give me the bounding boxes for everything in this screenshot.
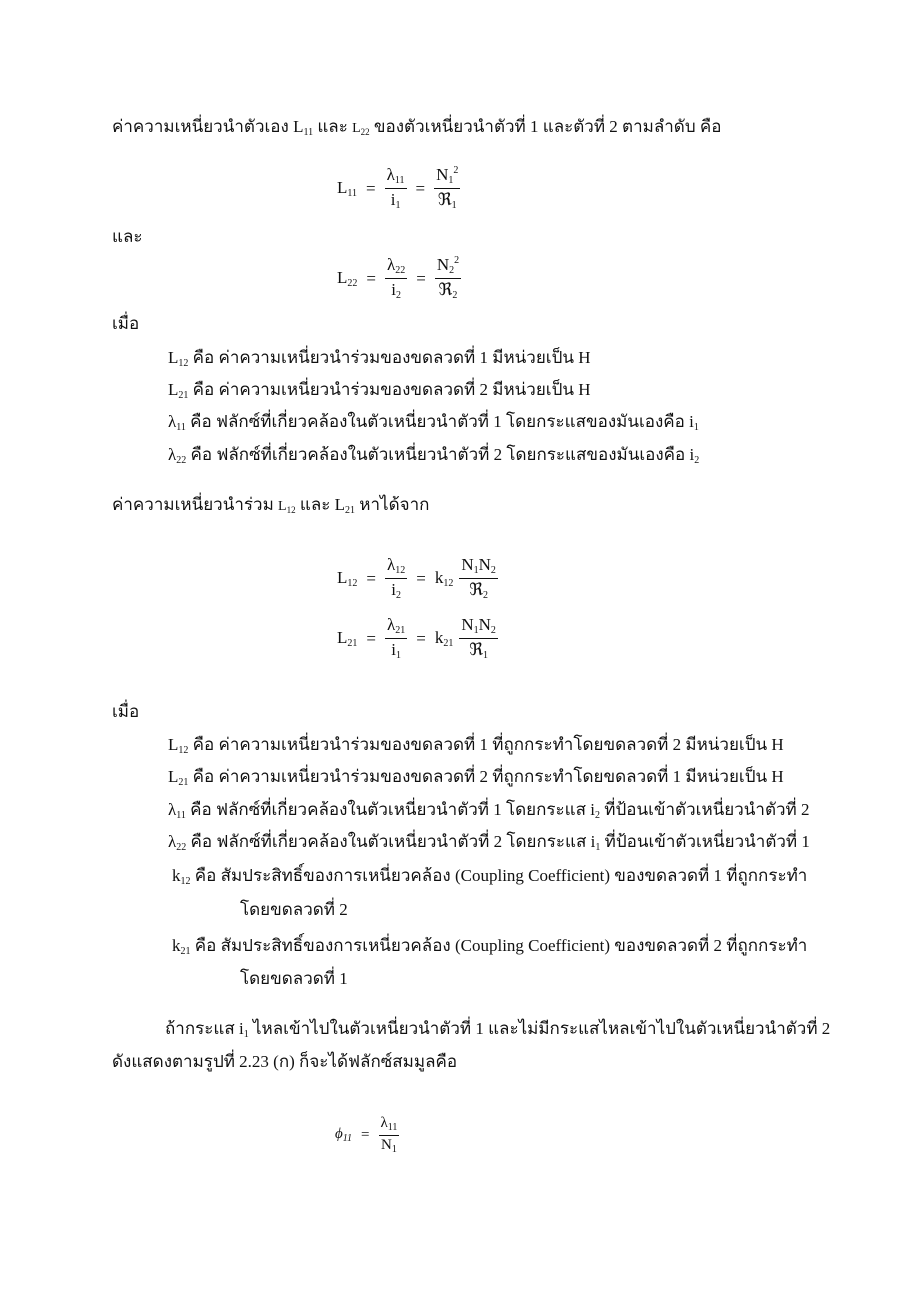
definition2-k12-cont: โดยขดลวดที่ 2 [240,900,348,919]
definition-lambda11: $\lambda_{11}$ คือ ฟลักซ์ที่เกี่ยวคล้องในตัวเหนี่ยวนำตัวที่ 1 โดยกระแสของมันเองคือ $i_1$ [168,412,699,433]
definition-lambda22: $\lambda_{22}$ คือ ฟลักซ์ที่เกี่ยวคล้องในตัวเหนี่ยวนำตัวที่ 2 โดยกระแสของมันเองคือ $i_2$ [168,445,700,466]
text-segment: ของตัวเหนี่ยวนำตัวที่ 1 และตัวที่ 2 ตามลำดับ คือ [373,117,722,136]
mutual-inductance-intro: ค่าความเหนี่ยวนำร่วม $L_{12}$ และ $L_{21}$ หาได้จาก [112,495,430,516]
definition-L21: $L_{21}$ คือ ค่าความเหนี่ยวนำร่วมของขดลวดที่ 2 มีหน่วยเป็น H [168,380,591,401]
definition2-k21: $k_{21}$ คือ สัมประสิทธิ์ของการเหนี่ยวคล้อง (Coupling Coefficient) ของขดลวดที่ 2 ที่ถูกกระทำ [172,936,808,957]
symbol-L22: $L_{22}$ [352,121,370,137]
definition2-k12: $k_{12}$ คือ สัมประสิทธิ์ของการเหนี่ยวคล้อง (Coupling Coefficient) ของขดลวดที่ 1 ที่ถูกกระทำ [172,866,808,887]
equation-L11: $L_{11}$ = $\frac{\lambda_{11}}{i_1}$ = $\frac{N_1^2}{ℜ_1}$ [337,165,459,211]
equation-L22: $L_{22}$ = $\frac{\lambda_{22}}{i_2}$ = $\frac{N_2^2}{ℜ_2}$ [337,255,460,301]
intro-self-inductance [112,118,721,138]
when-word-2: เมื่อ [112,702,140,721]
definition2-L21: $L_{21}$ คือ ค่าความเหนี่ยวนำร่วมของขดลวดที่ 2 ที่ถูกกระทำโดยขดลวดที่ 1 มีหน่วยเป็น H [168,767,784,788]
text-segment: และ [317,117,348,136]
definition-L12: $L_{12}$ คือ ค่าความเหนี่ยวนำร่วมของขดลวดที่ 1 มีหน่วยเป็น H [168,348,591,369]
when-word-1: เมื่อ [112,314,140,333]
symbol-L11: $L_{11}$ [293,117,314,138]
and-word: และ [112,227,143,246]
paragraph-line-2: ดังแสดงตามรูปที่ 2.23 (ก) ก็จะได้ฟลักซ์สมมูลคือ [112,1052,458,1071]
equation-L21: $L_{21}$ = $\frac{\lambda_{21}}{i_1}$ = $k_{21}$ $\frac{N_1N_2}{ℜ_1}$ [337,615,496,661]
definition2-L12: $L_{12}$ คือ ค่าความเหนี่ยวนำร่วมของขดลวดที่ 1 ที่ถูกกระทำโดยขดลวดที่ 2 มีหน่วยเป็น H [168,735,784,756]
equation-L12: $L_{12}$ = $\frac{\lambda_{12}}{i_2}$ = $k_{12}$ $\frac{N_1N_2}{ℜ_2}$ [337,555,496,601]
definition2-lambda11: $\lambda_{11}$ คือ ฟลักซ์ที่เกี่ยวคล้องในตัวเหนี่ยวนำตัวที่ 1 โดยกระแส $i_2$ ที่ป้อนเข้าตัวเหนี่ยวนำตัวที่ 2 [168,800,810,821]
equation-phi11: $\phi_{11}$ = $\frac{\lambda_{11}}{N_1}$ [335,1115,398,1155]
text-segment: ค่าความเหนี่ยวนำตัวเอง [112,117,289,136]
paragraph-line-1: ถ้ากระแส $i_1$ ไหลเข้าไปในตัวเหนี่ยวนำตัวที่ 1 และไม่มีกระแสไหลเข้าไปในตัวเหนี่ยวนำตัวที่ 2 [165,1019,831,1040]
definition2-k21-cont: โดยขดลวดที่ 1 [240,969,348,988]
definition2-lambda22: $\lambda_{22}$ คือ ฟลักซ์ที่เกี่ยวคล้องในตัวเหนี่ยวนำตัวที่ 2 โดยกระแส $i_1$ ที่ป้อนเข้าตัวเหนี่ยวนำตัวที่ 1 [168,832,810,853]
